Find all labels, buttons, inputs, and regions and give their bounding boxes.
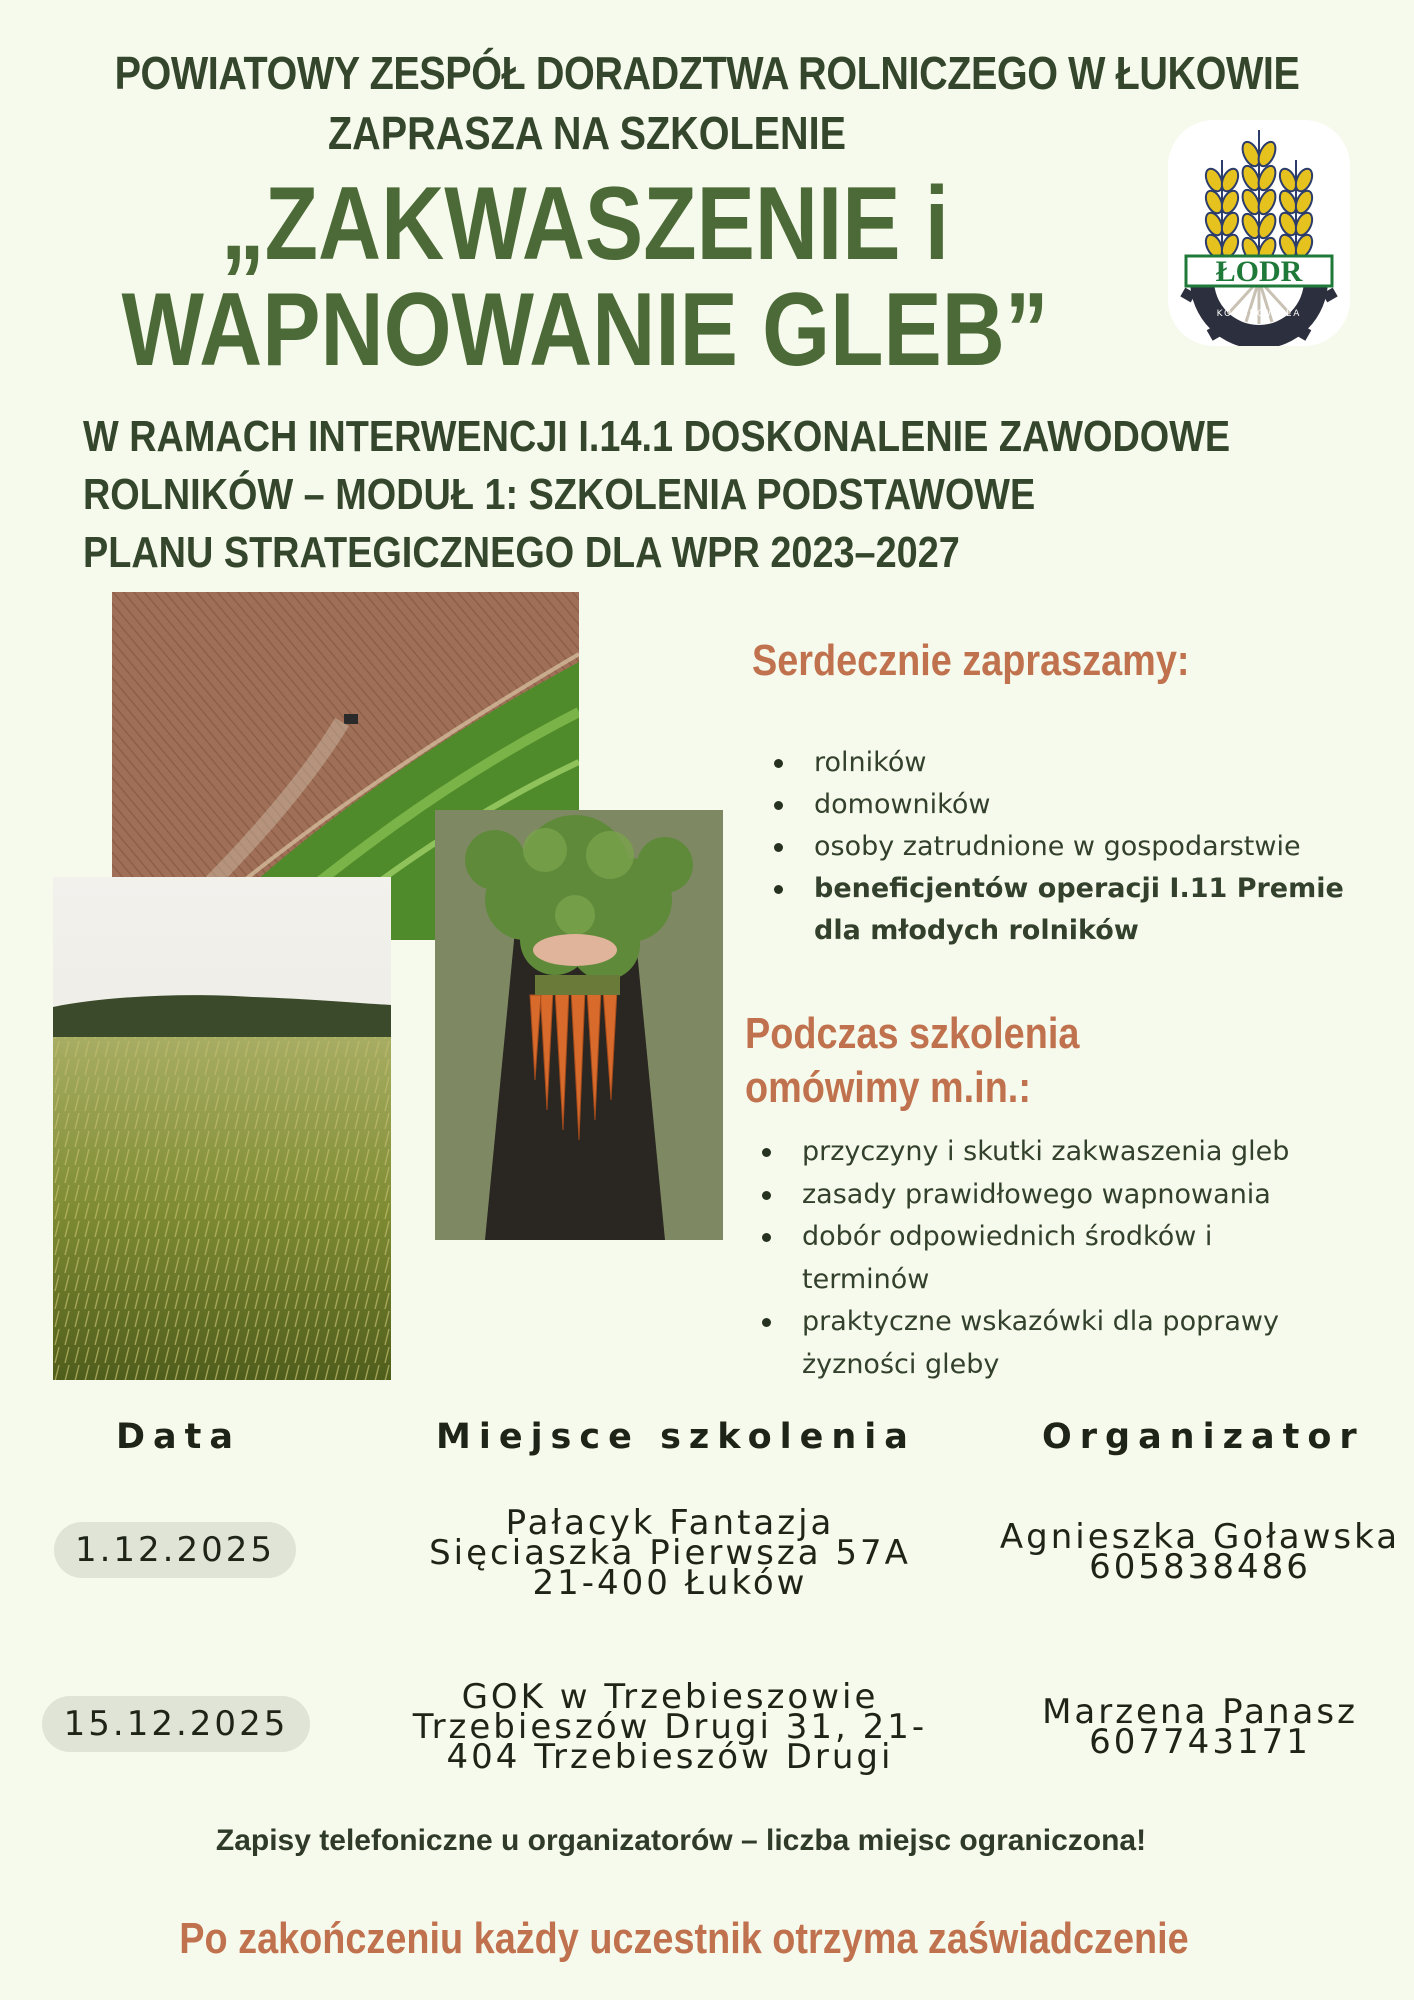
signup-note: Zapisy telefoniczne u organizatorów – liczba miejsc ograniczona! [215, 1824, 1147, 1857]
date-badge: 15.12.2025 [42, 1696, 310, 1752]
training-location [400, 1503, 940, 1603]
location-street: Sięciaszka Pierwsza 57A [429, 1533, 911, 1573]
program-subtitle-line1: W RAMACH INTERWENCJI I.14.1 DOSKONALENIE ZAWODOWE [82, 412, 1231, 461]
list-item: rolników [772, 742, 1392, 784]
location-venue: Pałacyk Fantazja [505, 1503, 835, 1543]
training-title-line1: „ZAKWASZENIE i [220, 166, 950, 282]
certificate-note: Po zakończeniu każdy uczestnik otrzyma zaświadczenie [179, 1914, 1189, 1963]
organizer-name: Agnieszka Goławska [999, 1517, 1401, 1557]
list-item: zasady prawidłowego wapnowania [760, 1174, 1380, 1217]
wheat-field-photo [53, 877, 391, 1380]
carrots-bunch-photo [435, 810, 723, 1240]
list-item: osoby zatrudnione w gospodarstwie [772, 826, 1392, 868]
organizer-phone: 607743171 [1089, 1722, 1311, 1762]
logo-name: ŁODR [1215, 255, 1303, 288]
location-city: 404 Trzebieszów Drugi [446, 1737, 894, 1777]
list-item: beneficjentów operacji I.11 Premie dla młodych rolników [772, 868, 1392, 952]
topics-heading-line2: omówimy m.in.: [745, 1063, 1031, 1112]
program-subtitle-line3: PLANU STRATEGICZNEGO DLA WPR 2023–2027 [82, 528, 960, 577]
organizer-column-header: Organizator [1042, 1417, 1365, 1457]
organizer-name: Marzena Panasz [1042, 1692, 1358, 1732]
organizer-phone: 605838486 [1089, 1547, 1311, 1587]
list-item: dobór odpowiednich środków i terminów [760, 1216, 1242, 1301]
list-item: praktyczne wskazówki dla poprawy żyzności gleby [760, 1301, 1362, 1386]
lodr-logo [1168, 120, 1350, 346]
logo-ring-text: KOŃSKOWOLA [1216, 309, 1302, 319]
invite-subheading: ZAPRASZA NA SZKOLENIE [328, 107, 846, 159]
organizer-heading: POWIATOWY ZESPÓŁ DORADZTWA ROLNICZEGO W ŁUKOWIE [114, 47, 1300, 99]
topics-list [760, 1131, 1380, 1386]
training-location [400, 1677, 940, 1777]
list-item: domowników [772, 784, 1392, 826]
date-badge: 1.12.2025 [54, 1522, 296, 1578]
organizer-contact [980, 1692, 1414, 1762]
invite-audience-heading: Serdecznie zapraszamy: [752, 636, 1190, 685]
list-item: przyczyny i skutki zakwaszenia gleb [760, 1131, 1380, 1174]
date-column-header: Data [116, 1417, 242, 1457]
location-city: 21-400 Łuków [532, 1563, 808, 1603]
topics-heading [745, 1007, 1079, 1115]
location-venue: GOK w Trzebieszowie [461, 1677, 879, 1717]
program-subtitle-line2: ROLNIKÓW – MODUŁ 1: SZKOLENIA PODSTAWOWE [82, 470, 1036, 519]
location-street: Trzebieszów Drugi 31, 21- [412, 1707, 928, 1747]
wheat-gear-logo-icon [1168, 120, 1350, 346]
organizer-contact [980, 1517, 1414, 1587]
invite-audience-list [772, 742, 1392, 952]
training-title-line2: WAPNOWANIE GLEB” [121, 272, 1049, 388]
topics-heading-line1: Podczas szkolenia [745, 1009, 1080, 1058]
place-column-header: Miejsce szkolenia [436, 1417, 916, 1457]
